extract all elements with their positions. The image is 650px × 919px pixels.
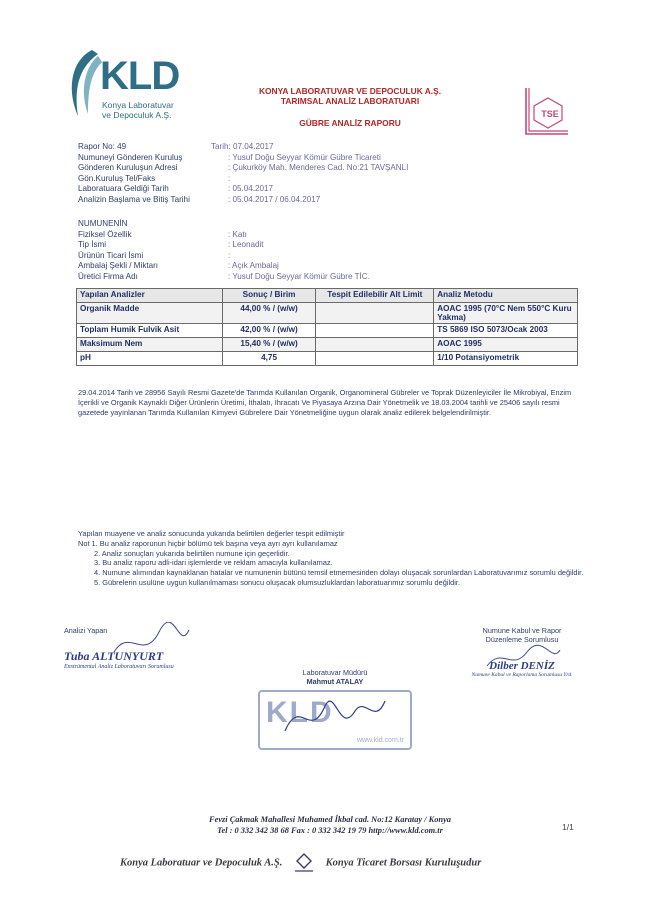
header-lab: TARIMSAL ANALİZ LABORATUARI [280,96,420,106]
rapor-no: Rapor No: 49 [78,142,127,151]
analysis-limit [316,324,434,338]
info-label: Üretici Firma Adı [78,272,138,281]
signature-title: Analizi Yapan [64,626,108,635]
info-value: : Çukurköy Mah. Menderes Cad. No:21 TAVŞANLI [228,163,409,173]
tse-certification-icon [520,86,572,142]
info-value: : Yusuf Doğu Seyyar Kömür Gübre Ticareti [228,152,381,162]
table-row [77,352,578,366]
analysis-method: AOAC 1995 (70°C Nem 550°C Kuru Yakma) [434,303,578,324]
info-value: : Katı [228,229,247,239]
handwritten-signature-icon [104,622,194,662]
bottom-banner [120,852,540,874]
signature-title-line2: Düzenleme Sorumlusu [485,635,559,644]
footer-address [120,815,540,836]
logo-sub-line2: ve Depoculuk A.Ş. [102,110,172,120]
bottom-company: Konya Laboratuar ve Depoculuk A.Ş. [120,857,283,869]
info-label: Laboratuara Geldiği Tarih [78,184,169,194]
table-header-row [77,289,578,303]
analysis-limit [316,303,434,324]
info-value: : 05.04.2017 [228,184,274,194]
footer-contact-line: Tel : 0 332 342 38 68 Fax : 0 332 342 19 79 http://www.kld.com.tr [217,825,443,835]
column-header: Analiz Metodu [434,289,578,303]
logo-sub-line1: Konya Laboratuvar [102,100,174,110]
regulation-paragraph: 29.04.2014 Tarih ve 28956 Sayılı Resmi Gazete'de Tarımda Kullanılan Organik, Organomineral Gübreler ve Toprak Düzenleyiciler İle Mikrobiyal, Enzim İçerikli ve Organik Kaynaklı Diğer Ürünlerin Üretimi, İthalatı, İhracatı Ve Piyasaya Arzına Dair Yönetmelik ve 18.03.2004 tarihli ve 25406 sayılı resmi gazetede yayınlanan Tarımda Kullanılan Kimyevi Gübrelere Dair Yönetmeliğine uygun olarak analiz edilerek belgelendirilmiştir. [78,388,572,417]
column-header: Tespit Edilebilir Alt Limit [316,289,434,303]
signature-director [250,668,420,744]
signature-title: Laboratuvar Müdürü [302,668,368,677]
header-company: KONYA LABORATUVAR VE DEPOCULUK A.Ş. [258,86,442,96]
logo-swoosh-icon [64,48,104,118]
signature-title: Numune Kabul ve Rapor [482,626,562,635]
note-item: 3. Bu analiz raporu adli-idari işlemlerde ve reklam amacıyla kullanılamaz. [94,558,333,568]
analysis-name: pH [77,352,223,366]
column-header: Yapılan Analizler [77,289,223,303]
signature-name: Dilber DENİZ [489,660,555,672]
analysis-limit [316,338,434,352]
stamp-website: www.kld.com.tr [356,737,404,744]
signature-analyst [64,626,194,670]
kld-logo [64,48,194,128]
analysis-method: 1/10 Potansiyometrik [434,352,578,366]
footer-address-line: Fevzi Çakmak Mahallesi Muhamed İkbal cad. No:12 Karatay / Konya [209,815,451,824]
signature-role: Numune Kabul ve Raporlama Sorumlusu Yrd. [471,672,573,678]
signature-sample-reception [462,626,582,678]
document-header [230,86,470,128]
info-value: : [228,250,231,260]
analysis-limit [316,352,434,366]
info-value: : Yusuf Doğu Seyyar Kömür Gübre TİC. [228,272,370,281]
info-label: Gönderen Kuruluşun Adresi [78,163,178,173]
info-label: Ürünün Ticari İsmi [78,250,144,260]
column-header: Sonuç / Birim [222,289,316,303]
table-row [77,338,578,352]
logo-text: KLD [100,54,180,98]
info-label: Fiziksel Özellik [78,229,132,239]
stamp-logo-text: KLD [266,696,334,729]
signature-name: Mahmut ATALAY [306,677,364,686]
notes-intro: Yapılan muayene ve analiz sonucunda yukarıda belirtilen değerler tespit edilmiştir [78,529,345,538]
note-item: 2. Analiz sonuçları yukarıda belirtilen numune için geçerlidir. [94,548,290,558]
notes-block [78,529,598,588]
signature-name: Tuba ALTUNYURT [64,649,164,663]
report-info [78,142,558,292]
info-label: Ambalaj Şekli / Miktarı [78,261,159,271]
analysis-method: TS 5869 ISO 5073/Ocak 2003 [434,324,578,338]
page-number: 1/1 [562,822,574,832]
info-value: : 05.04.2017 / 06.04.2017 [228,195,321,204]
info-label: Gön.Kuruluş Tel/Faks [78,173,156,183]
note-item: 4. Numune alımından kaynaklanan hatalar ve numunenin bütünü temsil etmemesinden dolayı oluşacak sorunlardan Laboratuvarımız sorumlu değildir. [94,568,584,578]
analysis-name: Toplam Humik Fulvik Asit [77,324,223,338]
analysis-name: Maksimum Nem [77,338,223,352]
analysis-result: 15,40 % / (w/w) [222,338,316,352]
results-table [76,288,578,366]
bottom-tagline: Konya Ticaret Borsası Kuruluşudur [325,857,482,869]
chamber-logo-icon [291,852,317,874]
section-title: NUMUNENİN [78,219,128,228]
analysis-result: 44,00 % / (w/w) [222,303,316,324]
note-item: 5. Gübrelerin usulüne uygun kullanılmaması sonucu oluşacak olumsuzluklardan laboratuarımız sorumlu değildir. [94,577,461,587]
info-value: : Açık Ambalaj [228,261,279,271]
info-value: : Leonadit [228,240,264,250]
tse-label: TSE [541,109,559,119]
info-label: Tip İsmi [78,240,107,250]
signature-role: Enstrümental Analiz Laboratuvarı Sorumlusu [64,664,174,670]
note-item: Not 1. Bu analiz raporunun hiçbir bölümü tek başına veya ayrı ayrı kullanılamaz [78,538,338,548]
info-label: Numuneyi Gönderen Kuruluş [78,152,183,162]
analysis-name: Organik Madde [77,303,223,324]
handwritten-signature-icon [482,644,562,674]
logo-subtitle [102,100,174,120]
analysis-result: 42,00 % / (w/w) [222,324,316,338]
analysis-result: 4,75 [222,352,316,366]
handwritten-signature-icon [280,686,390,746]
info-label: Analizin Başlama ve Bitiş Tarihi [78,195,190,204]
table-row [77,324,578,338]
analysis-method: AOAC 1995 [434,338,578,352]
info-value: : [228,173,231,183]
table-row [77,303,578,324]
report-title: GÜBRE ANALİZ RAPORU [299,118,401,128]
rapor-tarih: Tarih: 07.04.2017 [211,142,274,151]
